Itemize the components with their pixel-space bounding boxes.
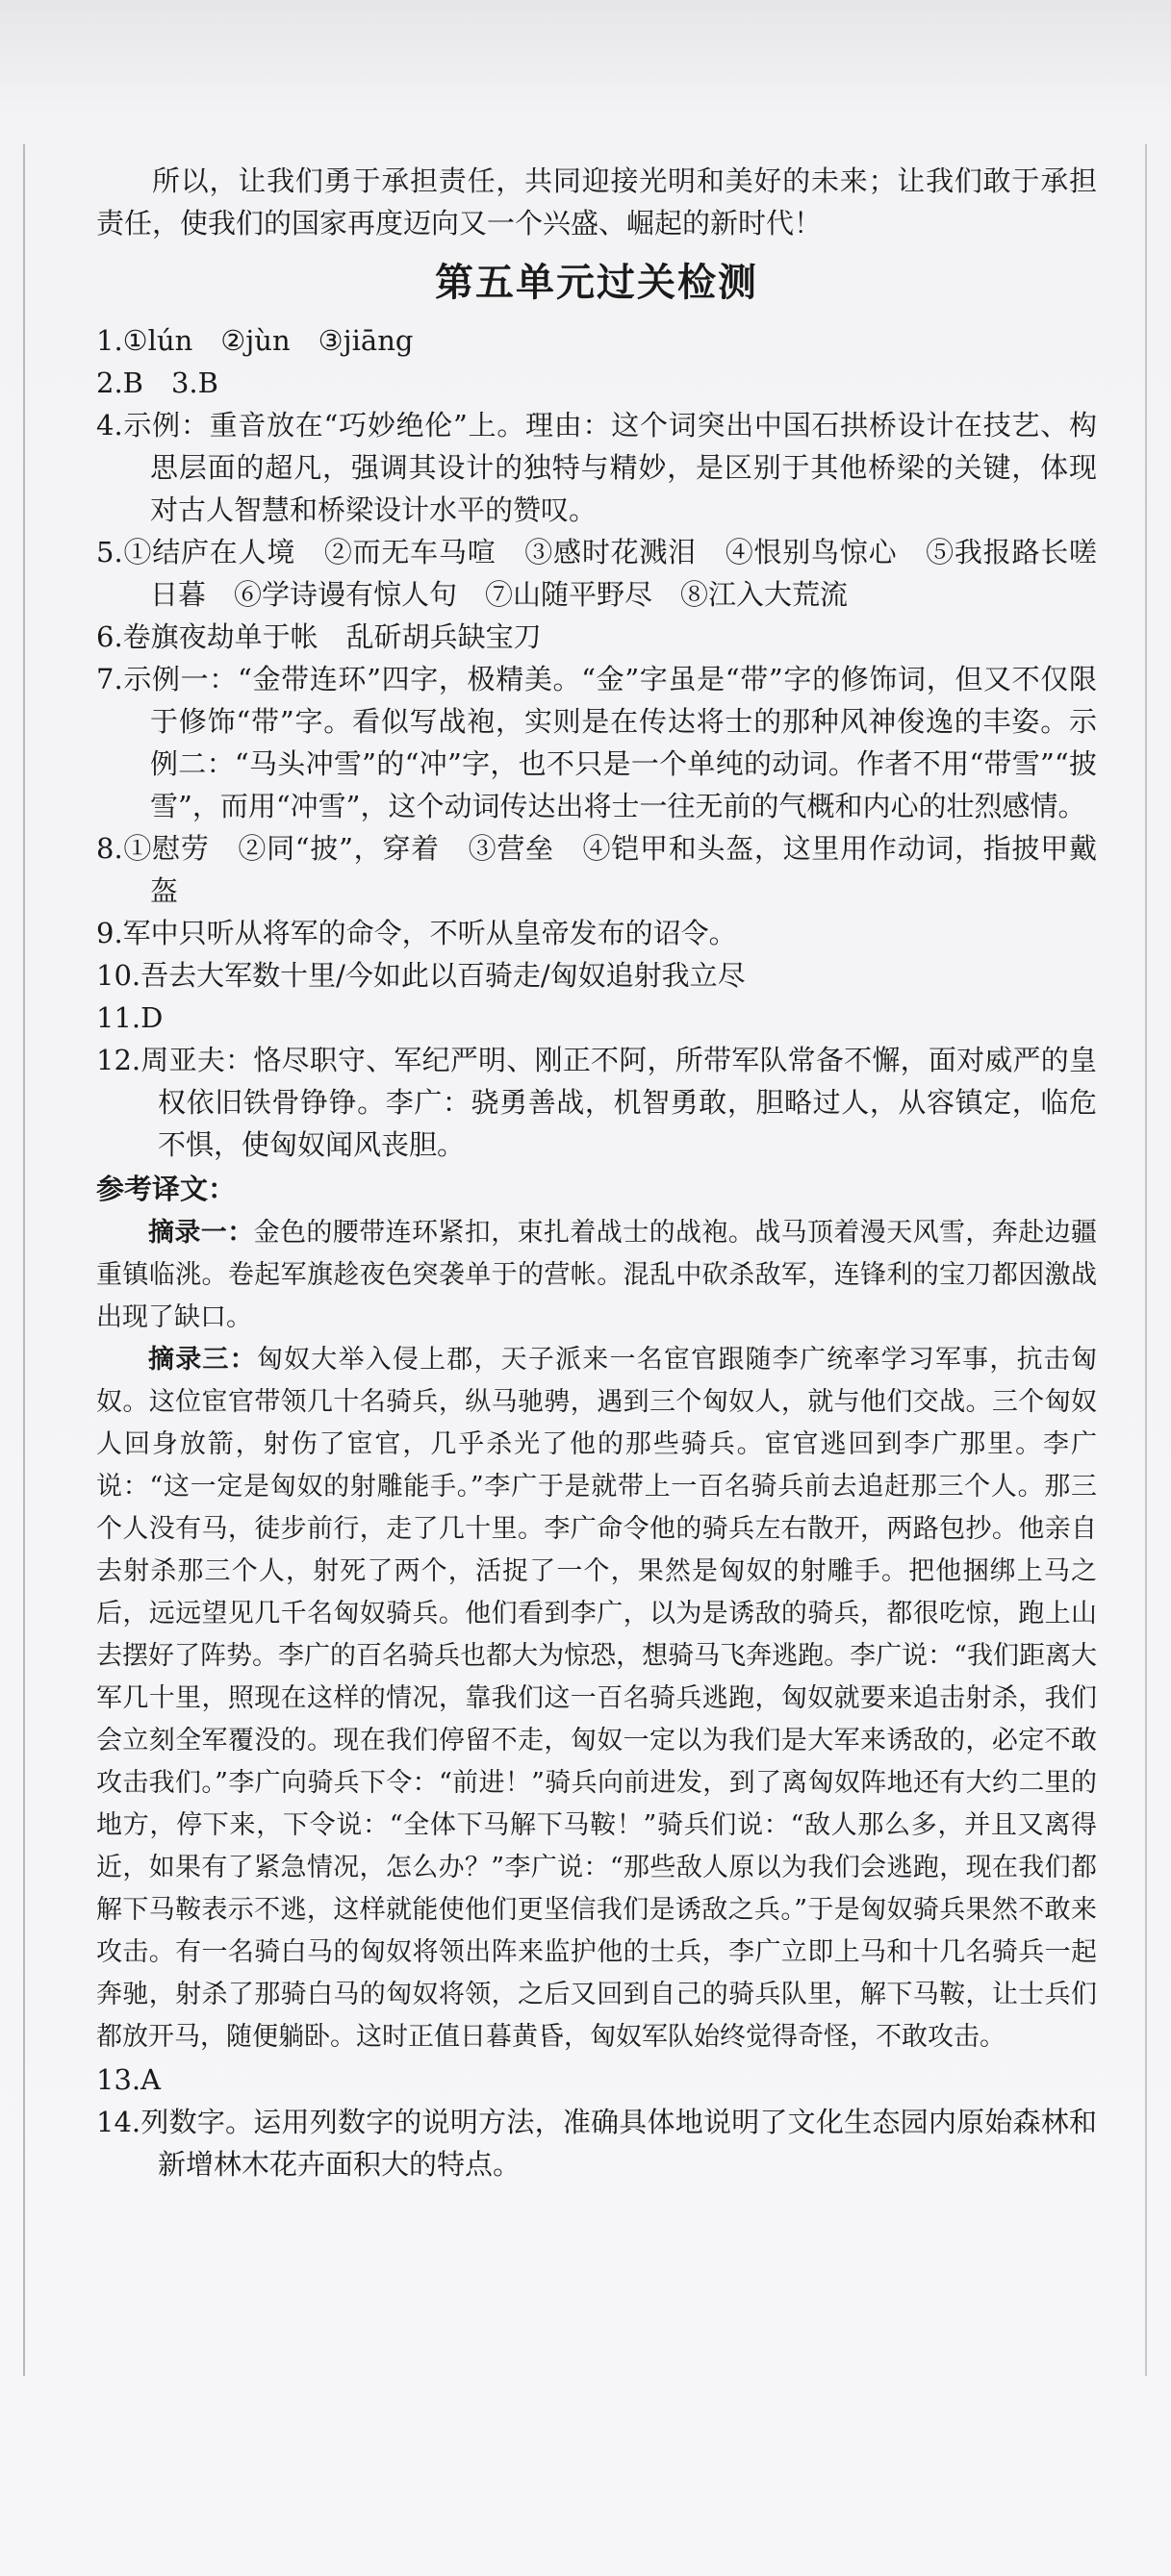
answer-item: 9.军中只听从将军的命令，不听从皇帝发布的诏令。 [96,917,737,949]
answer-item: 12.周亚夫：恪尽职守、军纪严明、刚正不阿，所带军队常备不懈，面对威严的皇权依旧铁骨铮铮。李广：骁勇善战，机智勇敢，胆略过人，从容镇定，临危不惧，使匈奴闻风丧胆。 [96,1044,1097,1161]
answer-item: 1.①lún ②jùn ③jiāng [96,324,414,357]
section-title: 第五单元过关检测 [435,261,758,305]
excerpt-text: 匈奴大举入侵上郡，天子派来一名宦官跟随李广统率学习军事，抗击匈奴。这位宦官带领几十名骑兵，纵马驰骋，遇到三个匈奴人，就与他们交战。三个匈奴人回身放箭，射伤了宦官，几乎杀光了他的那些骑兵。宦官逃回到李广那里。李广说：“这一定是匈奴的射雕能手。”李广于是就带上一百名骑兵前去追赶那三个人。那三个人没有马，徒步前行，走了几十里。李广命令他的骑兵左右散开，两路包抄。他亲自去射杀那三个人，射死了两个，活捉了一个，果然是匈奴的射雕手。把他捆绑上马之后，远远望见几千名匈奴骑兵。他们看到李广，以为是诱敌的骑兵，都很吃惊，跑上山去摆好了阵势。李广的百名骑兵也都大为惊恐，想骑马飞奔逃跑。李广说：“我们距离大军几十里，照现在这样的情况，靠我们这一百名骑兵逃跑，匈奴就要来追击射杀，我们会立刻全军覆没的。现在我们停留不走，匈奴一定以为我们是大军来诱敌的，必定不敢攻击我们。”李广向骑兵下令：“前进！”骑兵向前进发，到了离匈奴阵地还有大约二里的地方，停下来，下令说：“全体下马解下马鞍！”骑兵们说：“敌人那么多，并且又离得近，如果有了紧急情况，怎么办？”李广说：“那些敌人原以为我们会逃跑，现在我们都解下马鞍表示不逃，这样就能使他们更坚信我们是诱敌之兵。”于是匈奴骑兵果然不敢来攻击。有一名骑白马的匈奴将领出阵来监护他的士兵，李广立即上马和十几名骑兵一起奔驰，射杀了那骑白马的匈奴将领，之后又回到自己的骑兵队里，解下马鞍，让士兵们都放开马，随便躺卧。这时正值日暮黄昏，匈奴军队始终觉得奇怪，不敢攻击。 [96,1345,1098,2052]
reference-heading: 参考译文： [96,1173,237,1205]
excerpt-label: 摘录三： [148,1345,257,1375]
answer-item: 14.列数字。运用列数字的说明方法，准确具体地说明了文化生态园内原始森林和新增林木花卉面积大的特点。 [96,2106,1097,2181]
answer-item: 6.卷旗夜劫单于帐 乱斫胡兵缺宝刀 [96,620,542,653]
excerpt-paragraph [96,1339,1097,2058]
answer-item: 11.D [96,1001,164,1034]
page-edge-left [23,144,25,2376]
excerpt-paragraph [96,1212,1097,1339]
excerpt-label: 摘录一： [148,1218,254,1248]
answer-content [96,160,1097,2185]
answer-item: 7.示例一：“金带连环”四字，极精美。“金”字虽是“带”字的修饰词，但又不仅限于修饰“带”字。看似写战袍，实则是在传达将士的那种风神俊逸的丰姿。示例二：“马头冲雪”的“冲”字，也不只是一个单纯的动词。作者不用“带雪”“披雪”，而用“冲雪”，这个动词传达出将士一往无前的气概和内心的壮烈感情。 [96,663,1097,822]
excerpt-text: 金色的腰带连环紧扣，束扎着战士的战袍。战马顶着漫天风雪，奔赴边疆重镇临洮。卷起军旗趁夜色突袭单于的营帐。混乱中砍杀敌军，连锋利的宝刀都因激战出现了缺口。 [96,1218,1098,1332]
answer-item: 2.B 3.B [96,366,218,399]
answer-item: 4.示例：重音放在“巧妙绝伦”上。理由：这个词突出中国石拱桥设计在技艺、构思层面的超凡，强调其设计的独特与精妙，是区别于其他桥梁的关键，体现对古人智慧和桥梁设计水平的赞叹。 [96,409,1097,526]
answer-item: 5.①结庐在人境 ②而无车马喧 ③感时花溅泪 ④恨别鸟惊心 ⑤我报路长嗟日暮 ⑥学诗谩有惊人句 ⑦山随平野尽 ⑧江入大荒流 [96,536,1097,611]
answer-item: 10.吾去大军数十里/今如此以百骑走/匈奴追射我立尽 [96,959,746,992]
intro-paragraph: 所以，让我们勇于承担责任，共同迎接光明和美好的未来；让我们敢于承担责任，使我们的国家再度迈向又一个兴盛、崛起的新时代！ [96,164,1097,240]
answer-item: 13.A [96,2063,162,2096]
page-edge-right [1145,144,1147,2376]
answer-item: 8.①慰劳 ②同“披”，穿着 ③营垒 ④铠甲和头盔，这里用作动词，指披甲戴盔 [96,832,1097,907]
